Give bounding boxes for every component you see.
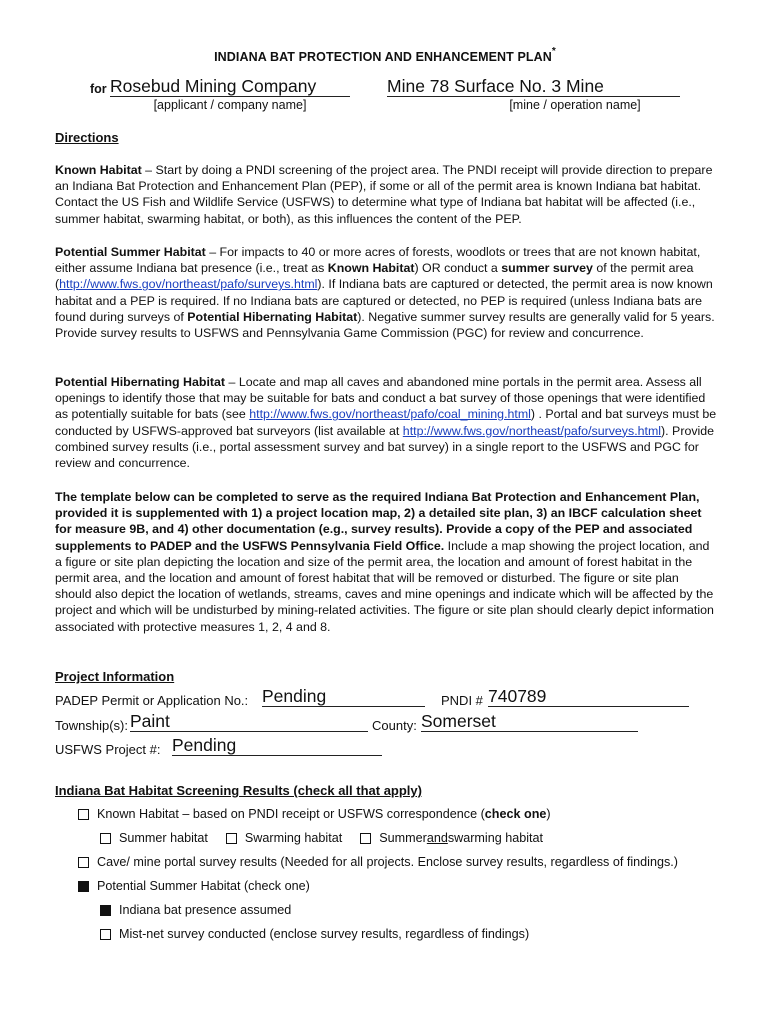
mine-name-field[interactable] <box>387 76 680 97</box>
usfws-label: USFWS Project #: <box>55 742 161 757</box>
hibernating-text-1: – Locate and map all caves and abandoned mine portals in the permit area. Assess all openings to identify those that may be suitable for bats and conduct a bat survey of those openings that were identified as potentially suitable for bats (see <box>55 375 706 422</box>
applicant-caption: [applicant / company name] <box>153 98 307 112</box>
template-note-bold: The template below can be completed to serve as the required Indiana Bat Protection and Enhancement Plan, provided it is supplemented with 1) a project location map, 2) a detailed site plan, 3) an IBCF calculation sheet for measure 9B, and 4) other documentation (e.g., survey results). Provide a copy of the PEP and associated supplements to PADEP and the USFWS Pennsylvania Field Office. <box>55 490 702 553</box>
pndi-number-value: 740789 <box>488 686 547 706</box>
cave-survey-checkbox[interactable] <box>78 857 89 868</box>
summer-text-3: of the permit area ( <box>55 261 694 292</box>
summer-habitat-checkbox[interactable] <box>100 833 111 844</box>
applicant-name-field[interactable] <box>110 76 350 97</box>
hibernating-text-2: ) . Portal and bat surveys must be conducted by USFWS-approved bat surveyors (list available at <box>55 407 717 438</box>
usfws-project-field[interactable] <box>172 735 382 756</box>
pndi-number-field[interactable] <box>488 686 689 707</box>
swarming-habitat-label: Swarming habitat <box>244 831 343 845</box>
padep-permit-value: Pending <box>262 686 327 706</box>
known-habitat-checkbox[interactable] <box>78 809 89 820</box>
county-value: Somerset <box>421 711 496 731</box>
summer-and-swarming-option[interactable] <box>360 831 543 845</box>
applicant-name-value: Rosebud Mining Company <box>110 76 317 96</box>
presence-assumed-checkbox-checked[interactable] <box>100 905 111 916</box>
county-label: County: <box>372 718 417 733</box>
summer-and-swarming-and: and <box>426 831 448 845</box>
hibernating-text-3: ). Provide combined survey results (i.e., portal assessment survey and bat survey) in a single report to the USFWS and PGC for review and concurrence. <box>55 423 715 471</box>
known-habitat-option-bold: check one <box>484 807 547 821</box>
summer-text-2: ) OR conduct a <box>414 261 502 276</box>
potential-summer-option[interactable] <box>78 879 310 893</box>
presence-assumed-option[interactable] <box>100 903 291 917</box>
title-asterisk: * <box>551 46 556 57</box>
summer-habitat-label: Summer habitat <box>119 831 208 845</box>
screening-heading: Indiana Bat Habitat Screening Results (check all that apply) <box>55 783 422 798</box>
summer-and-swarming-text-2: swarming habitat <box>447 831 544 845</box>
swarming-habitat-checkbox[interactable] <box>226 833 237 844</box>
known-habitat-paragraph <box>55 162 717 227</box>
surveys-link[interactable]: http://www.fws.gov/northeast/pafo/surveys.html <box>59 277 318 292</box>
for-label: for <box>90 82 107 96</box>
summer-bold-3: Potential Hibernating Habitat <box>187 309 358 324</box>
summer-text-4: ). If Indiana bats are captured or detected, the permit area is now known habitat and a PEP is required. If no Indiana bats are captured or detected, no PEP is required (unless Indiana bats are found during surveys of <box>55 277 713 324</box>
pndi-label: PNDI # <box>441 693 483 708</box>
hibernating-habitat-paragraph <box>55 374 717 471</box>
mine-caption: [mine / operation name] <box>509 98 641 112</box>
potential-summer-label: Potential Summer Habitat (check one) <box>97 879 310 893</box>
presence-assumed-label: Indiana bat presence assumed <box>119 903 292 917</box>
summer-habitat-paragraph <box>55 244 717 341</box>
known-habitat-label: Known Habitat <box>55 163 142 177</box>
usfws-project-value: Pending <box>172 735 237 755</box>
padep-permit-field[interactable] <box>262 686 425 707</box>
known-habitat-option[interactable] <box>78 807 551 821</box>
directions-heading: Directions <box>55 130 119 145</box>
township-label: Township(s): <box>55 718 128 733</box>
known-habitat-text: – Start by doing a PNDI screening of the project area. The PNDI receipt will provide direction to prepare an Indiana Bat Protection and Enhancement Plan (PEP), if some or all of the permit area is known Indiana bat habitat. Contact the US Fish and Wildlife Service (USFWS) to determine what type of Indiana bat habitat will be affected (i.e., summer habitat, swarming habitat, or both), as this influences the content of the PEP. <box>55 163 713 226</box>
township-field[interactable] <box>130 711 368 732</box>
page-title <box>0 48 770 64</box>
cave-survey-option[interactable] <box>78 855 678 869</box>
padep-label: PADEP Permit or Application No.: <box>55 693 249 708</box>
summer-habitat-option[interactable] <box>100 831 208 845</box>
township-value: Paint <box>130 711 170 731</box>
potential-summer-checkbox-checked[interactable] <box>78 881 89 892</box>
mistnet-survey-label: Mist-net survey conducted (enclose survey results, regardless of findings) <box>119 927 530 941</box>
summer-text-5: ). Negative summer survey results are generally valid for 5 years. Provide survey results to USFWS and Pennsylvania Game Commission (PGC) for review and concurrence. <box>55 309 715 341</box>
mistnet-survey-option[interactable] <box>100 927 529 941</box>
summer-text-1: – For impacts to 40 or more acres of forests, woodlots or trees that are not known habitat, either assume Indiana bat presence (i.e., treat as <box>55 245 701 276</box>
cave-survey-label: Cave/ mine portal survey results (Needed for all projects. Enclose survey results, regardless of findings.) <box>97 855 678 869</box>
mistnet-survey-checkbox[interactable] <box>100 929 111 940</box>
surveyors-link[interactable]: http://www.fws.gov/northeast/pafo/surveys.html <box>402 423 662 438</box>
title-text: INDIANA BAT PROTECTION AND ENHANCEMENT PLAN <box>214 50 552 65</box>
project-info-heading: Project Information <box>55 669 175 684</box>
known-habitat-option-text-1: Known Habitat – based on PNDI receipt or USFWS correspondence ( <box>97 807 485 821</box>
swarming-habitat-option[interactable] <box>226 831 342 845</box>
known-habitat-suboptions <box>100 831 561 845</box>
summer-habitat-label: Potential Summer Habitat <box>55 245 206 259</box>
summer-bold-2: summer survey <box>501 261 593 276</box>
summer-and-swarming-text-1: Summer <box>379 831 427 845</box>
coal-mining-link[interactable]: http://www.fws.gov/northeast/pafo/coal_mining.html <box>249 407 531 422</box>
county-field[interactable] <box>421 711 638 732</box>
summer-bold-1: Known Habitat <box>327 261 415 276</box>
template-note-paragraph <box>55 489 717 635</box>
template-note-text: Include a map showing the project location, and a figure or site plan depicting the location and size of the permit area, the location and amount of forest habitat in the permit area, and the location and amount of forest habitat that will be removed or disturbed. The figure or site plan should also depict the location of wetlands, streams, caves and mine openings and indicate which will be affected by the project and which will be undisturbed by mining-related activities. The figure or site plan should clearly depict information associated with protective measures 1, 2, 4 and 8. <box>55 538 714 634</box>
hibernating-habitat-label: Potential Hibernating Habitat <box>55 375 226 389</box>
known-habitat-option-text-2: ) <box>546 807 551 821</box>
mine-name-value: Mine 78 Surface No. 3 Mine <box>387 76 604 96</box>
summer-and-swarming-checkbox[interactable] <box>360 833 371 844</box>
